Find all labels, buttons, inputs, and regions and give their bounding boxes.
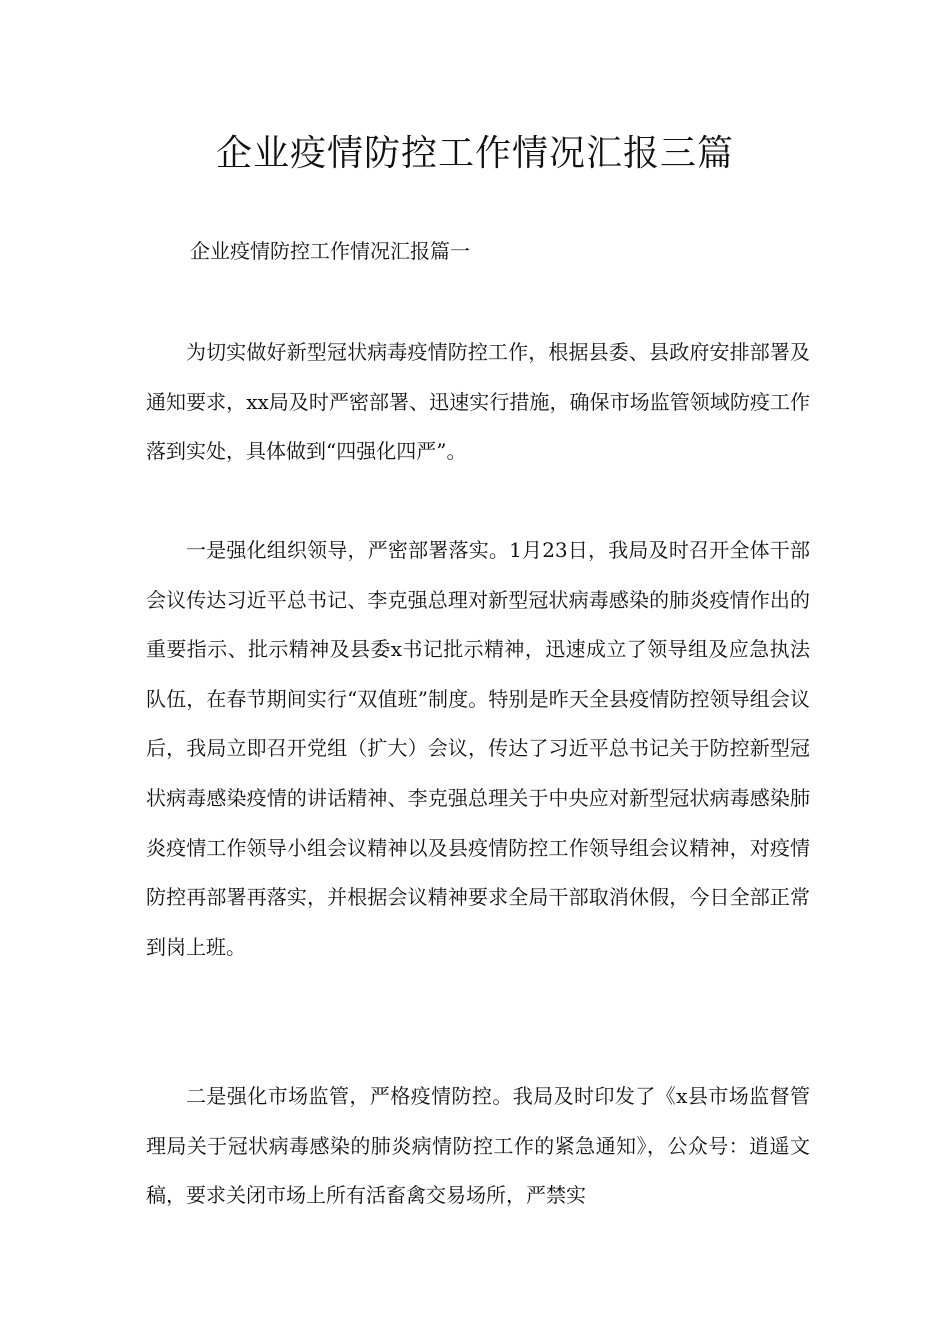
section-subtitle: 企业疫情防控工作情况汇报篇一 <box>190 239 470 263</box>
paragraph-organization: 一是强化组织领导，严密部署落实。1月23日，我局及时召开全体干部会议传达习近平总书记、李克强总理对新型冠状病毒感染的肺炎疫情作出的重要指示、批示精神及县委x书记批示精神，迅速成立了领导组及应急执法队伍，在春节期间实行“双值班”制度。特别是昨天全县疫情防控领导组会议后，我局立即召开党组（扩大）会议，传达了习近平总书记关于防控新型冠状病毒感染疫情的讲话精神、李克强总理关于中央应对新型冠状病毒感染肺炎疫情工作领导小组会议精神以及县疫情防控工作领导组会议精神，对疫情防控再部署再落实，并根据会议精神要求全局干部取消休假，今日全部正常到岗上班。 <box>146 538 810 959</box>
document-title: 企业疫情防控工作情况汇报三篇 <box>215 133 734 174</box>
paragraph-intro: 为切实做好新型冠状病毒疫情防控工作，根据县委、县政府安排部署及通知要求，xx局及时严密部署、迅速实行措施，确保市场监管领域防疫工作落到实处，具体做到“四强化四严”。 <box>146 340 810 464</box>
paragraph-market-supervision: 二是强化市场监管，严格疫情防控。我局及时印发了《x县市场监督管理局关于冠状病毒感染的肺炎病情防控工作的紧急通知》，公众号：逍遥文稿，要求关闭市场上所有活畜禽交易场所，严禁实 <box>146 1084 810 1208</box>
